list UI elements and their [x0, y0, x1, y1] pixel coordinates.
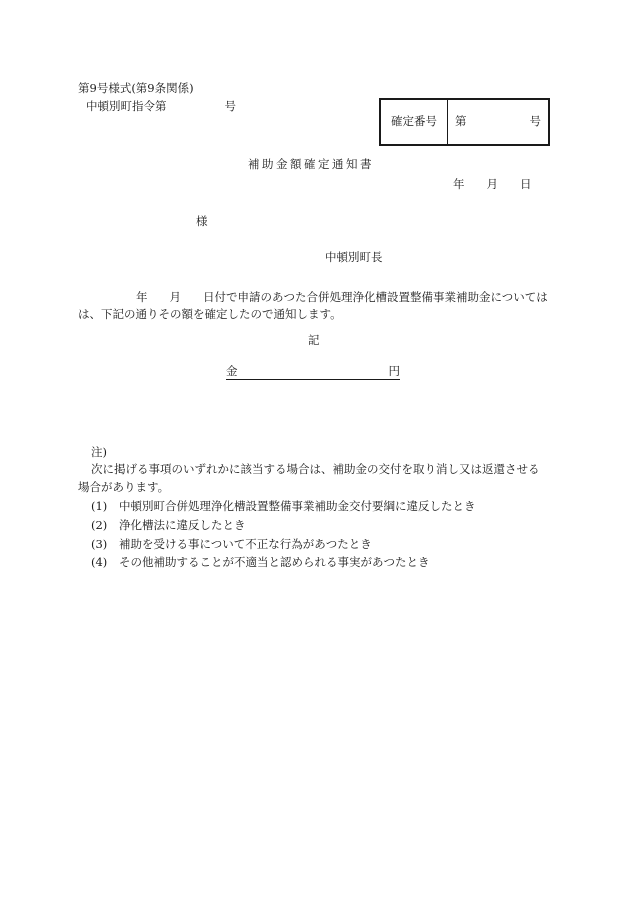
addressee-honorific: 様 [196, 214, 208, 228]
body-line1-text: 日付で申請のあつた合併処理浄化槽設置整備事業補助金については [203, 290, 548, 304]
note-item-text: 浄化槽法に違反したとき [119, 518, 246, 532]
confirmation-number-label: 確定番号 [381, 100, 448, 144]
amount-line [226, 365, 400, 380]
note-item [91, 500, 476, 514]
note-item-text: その他補助することが不適当と認められる事実があつたとき [119, 555, 430, 569]
body-month: 月 [169, 290, 181, 304]
note-item-number: (1) [91, 499, 108, 513]
note-item-number: (3) [91, 537, 108, 551]
note-item-text: 補助を受ける事について不正な行為があつたとき [119, 537, 372, 551]
notes-heading: 注) [91, 445, 107, 459]
document-title: 補助金額確定通知書 [248, 157, 374, 171]
reference-suffix: 号 [224, 99, 236, 113]
note-item-number: (2) [91, 518, 108, 532]
ki-heading: 記 [308, 333, 320, 347]
body-text-line-2: は、下記の通りその額を確定したので通知します。 [78, 307, 342, 321]
note-item-number: (4) [91, 555, 108, 569]
body-year: 年 [136, 290, 148, 304]
body-text-line-1 [78, 291, 548, 305]
date-year: 年 [453, 177, 465, 191]
issuer-name: 中頓別町長 [325, 250, 383, 264]
notes-intro-line-2: 場合があります。 [78, 480, 170, 494]
confirmation-number-value [448, 100, 548, 144]
note-item [91, 519, 246, 533]
form-number: 第9号様式(第9条関係) [78, 81, 194, 95]
date-month: 月 [486, 177, 498, 191]
note-item-text: 中頓別町合併処理浄化槽設置整備事業補助金交付要綱に違反したとき [119, 499, 476, 513]
reference-number-line [86, 100, 236, 114]
confirmation-number-prefix: 第 [455, 114, 467, 129]
amount-prefix: 金 [226, 364, 238, 378]
confirmation-number-box [379, 98, 550, 146]
note-item [91, 556, 430, 570]
note-item [91, 538, 372, 552]
issue-date [453, 178, 532, 192]
date-day: 日 [520, 177, 532, 191]
amount-suffix: 円 [388, 364, 400, 378]
notes-intro-line-1: 次に掲げる事項のいずれかに該当する場合は、補助金の交付を取り消し又は返還させる [91, 462, 540, 476]
reference-prefix: 中頓別町指令第 [86, 99, 167, 113]
confirmation-number-suffix: 号 [529, 114, 541, 129]
